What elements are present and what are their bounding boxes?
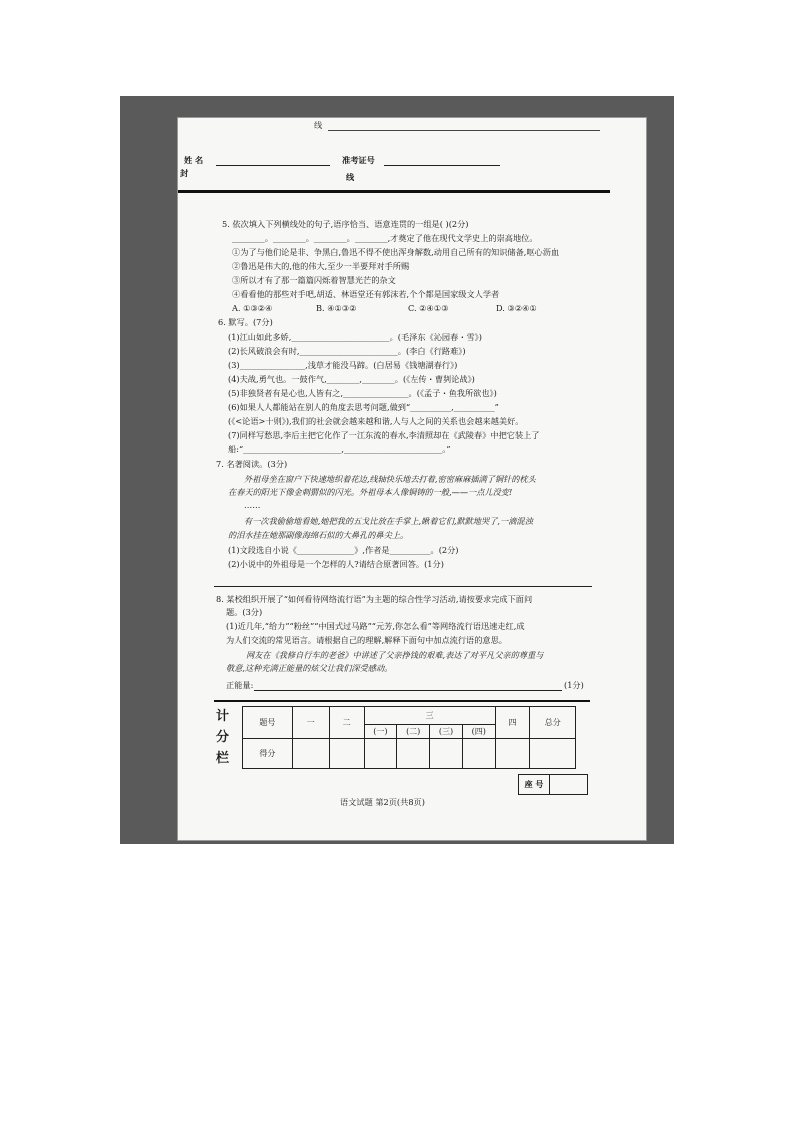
score-col-2: 二 <box>329 707 364 739</box>
q8-sub-1: (1)近几年,“给力”“粉丝”“中国式过马路”“元芳,你怎么看”等网络流行语迅速走红,成 <box>226 621 525 631</box>
score-sub-col-1: (一) <box>364 725 397 739</box>
q8-answer-field[interactable] <box>254 681 562 691</box>
q8-stem-2: 题。(3分) <box>226 607 263 617</box>
admission-number-field[interactable] <box>384 156 500 166</box>
score-cell[interactable] <box>495 739 530 769</box>
score-divider <box>214 700 590 702</box>
score-sub-col-2: (二) <box>397 725 430 739</box>
q6-line-9: 船:“________________________,________________________。” <box>228 444 451 454</box>
q8-points: (1分) <box>564 680 584 690</box>
seat-number-label: 座 号 <box>519 775 550 795</box>
score-cell[interactable] <box>292 739 329 769</box>
q5-item-3: ③所以才有了那一篇篇闪烁着智慧光芒的杂文 <box>232 275 396 285</box>
header-divider <box>178 190 610 193</box>
q6-line-6: (6)如果人人都能站在别人的角度去思考问题,做到“__________,__________” <box>228 402 499 412</box>
q7-passage-2b: 的泪水挂在她那副像海绵石似的大鼻孔的鼻尖上。 <box>228 530 409 540</box>
q6-line-4: (4)夫战,勇气也。一鼓作气,________,________。(《左传・曹刿论战》) <box>228 374 475 384</box>
q7-sub-2: (2)小说中的外祖母是一个怎样的人?请结合原著回答。(1分) <box>228 559 444 569</box>
q7-passage-1: 外祖母坐在窗户下快速地织着花边,线轴快乐地去打着,密密麻麻插满了铜针的枕头 <box>244 474 536 484</box>
score-cell[interactable] <box>364 739 397 769</box>
q6-line-3: (3)________________,浅草才能没马蹄。(白居易《钱塘湖春行》) <box>228 360 458 370</box>
q8-answer-label: 正能量: <box>226 680 254 690</box>
score-cell[interactable] <box>397 739 430 769</box>
q5-option-c: C. ②④①③ <box>408 303 449 313</box>
q5-option-a: A. ①③②④ <box>232 303 273 313</box>
score-row-label: 得分 <box>243 739 293 769</box>
score-side-char-1: 计 <box>216 709 230 724</box>
seat-number-box <box>518 774 588 795</box>
admission-number-label: 准考证号 <box>342 155 375 165</box>
q6-line-5: (5)非独贤者有是心也,人皆有之,________________。(《孟子・鱼我所欲也》) <box>228 388 497 398</box>
score-side-char-2: 分 <box>216 730 230 745</box>
score-col-4: 四 <box>495 707 530 739</box>
score-side-char-3: 栏 <box>216 751 230 766</box>
q5-option-b: B. ④①③② <box>316 303 357 313</box>
top-dash-line <box>328 130 600 131</box>
q8-stem: 8. 某校组织开展了“如何看待网络流行语”为主题的综合性学习活动,请按要求完成下面问 <box>216 594 533 604</box>
q8-sub-1b: 为人们交流的常见语言。请根据自己的理解,解释下面句中加点流行语的意思。 <box>226 635 507 645</box>
seat-number-field[interactable] <box>550 775 588 795</box>
score-sub-col-4: (四) <box>462 725 495 739</box>
score-cell[interactable] <box>462 739 495 769</box>
page-footer: 语文试题 第2页(共8页) <box>340 797 425 807</box>
score-col-total: 总分 <box>530 707 576 739</box>
score-cell[interactable] <box>329 739 364 769</box>
line-top-label: 线 <box>314 120 323 130</box>
q6-title: 6. 默写。(7分) <box>218 317 273 327</box>
score-cell[interactable] <box>430 739 463 769</box>
q7-title: 7. 名著阅读。(3分) <box>216 459 288 469</box>
q7-ellipsis: …… <box>244 500 261 510</box>
q5-item-4: ④看看他的那些对手吧,胡适、林语堂还有郭沫若,个个都是国家级文人学者 <box>232 289 500 299</box>
name-label: 姓 名 <box>184 155 204 165</box>
q6-line-8: (7)同样写愁思,李后主把它化作了一江东流的春水,李清照却在《武陵春》中把它装上了 <box>228 430 540 440</box>
q7-sub-1: (1)文段选自小说《______________》,作者是__________。(2分) <box>228 545 459 555</box>
q5-stem: 5. 依次填入下列横线处的句子,语序恰当、语意连贯的一组是( )(2分) <box>222 219 469 229</box>
score-cell[interactable] <box>530 739 576 769</box>
seal-label: 封 <box>180 168 189 178</box>
score-header-label: 题号 <box>243 707 293 739</box>
q6-line-7: (《<论语>十则》),我们的社会就会越来越和谐,人与人之间的关系也会越来越美好。 <box>228 416 524 426</box>
score-col-3: 三 <box>364 707 495 725</box>
q5-option-d: D. ③②④① <box>496 303 537 313</box>
q6-line-1: (1)江山如此多娇,________________________。(毛泽东《沁园春・雪》) <box>228 332 482 342</box>
score-col-1: 一 <box>292 707 329 739</box>
score-sub-col-3: (三) <box>430 725 463 739</box>
q7-passage-2: 有一次我偷偷地看她,她把我的五戈比放在手掌上,瞅着它们,默默地哭了,一滴混浊 <box>244 516 533 526</box>
exam-page <box>178 118 646 840</box>
q7-passage-1b: 在春天的阳光下像金刺猬似的闪光。外祖母本人像铜铸的一般,——一点儿没变! <box>228 487 513 497</box>
q6-line-2: (2)长风破浪会有时,________________________。(李白《行路难》) <box>228 346 466 356</box>
q5-item-1: ①为了与他们论是非、争黑白,鲁迅不得不使出浑身解数,动用自己所有的知识储备,呕心沥血 <box>232 247 560 257</box>
q8-quote: 网友在《我修自行车的老爸》中讲述了父亲挣钱的艰难,表达了对平凡父亲的尊重与 <box>246 650 544 660</box>
line-label: 线 <box>346 172 355 182</box>
q5-blank-line: ________。________。________。________,才奠定了他在现代文学史上的崇高地位。 <box>232 233 538 243</box>
score-table <box>242 706 576 769</box>
name-field[interactable] <box>216 156 330 166</box>
q5-item-2: ②鲁迅是伟大的,他的伟大,至少一半要拜对手所赐 <box>232 261 410 271</box>
q7-answer-line[interactable] <box>214 586 592 587</box>
q8-quote-2: 敬意,这种充满正能量的炫父让我们深受感动。 <box>226 663 393 673</box>
